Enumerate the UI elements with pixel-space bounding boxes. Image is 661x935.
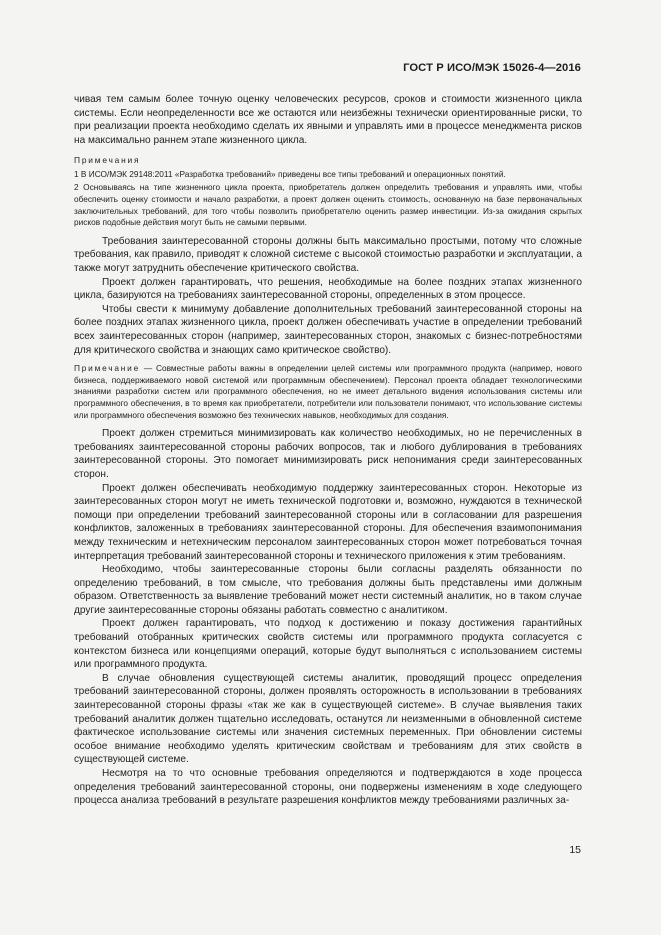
page-number: 15	[569, 844, 581, 856]
paragraph-assurance-approach: Проект должен гарантировать, что подход к достижению и показу достижения гарантийных требований отобранных критических свойств системы или программного продукта согласуется с контекстом бизнеса или концепциями операций, которые будут выполняться с использованием системы или программного продукта.	[74, 618, 582, 671]
note-3-label: Примечание	[74, 363, 141, 374]
standard-header: ГОСТ Р ИСО/МЭК 15026-4—2016	[403, 62, 581, 74]
paragraph-minimize-additions: Чтобы свести к минимуму добавление дополнительных требований заинтересованной стороны на более поздних этапах жизненного цикла, проект должен обеспечивать участие в определении требований всех заинтересованных сторон (например, заинтересованных сторон, знакомых с бизнес-потребностями для критического свойства и знающих само критическое свойство).	[74, 303, 582, 356]
paragraph-requirements-change: Несмотря на то что основные требования определяются и подтверждаются в ходе процесса определения требований заинтересованной стороны, они подвержены изменениям в ходе следующего процесса анализа требований в результате разрешения конфликтов между требованиями различных за-	[74, 768, 582, 807]
note-3	[74, 363, 582, 421]
paragraph-simplicity: Требования заинтересованной стороны должны быть максимально простыми, потому что сложные требования, как правило, приводят к сложной системе с высокой стоимостью разработки и эксплуатации, а также могут затруднить обеспечение критического свойства.	[74, 235, 582, 275]
page-body	[74, 93, 582, 808]
notes-title	[74, 155, 582, 167]
paragraph-continued: чивая тем самым более точную оценку человеческих ресурсов, сроков и стоимости жизненного цикла системы. Если неопределенности все же остаются или неизбежны технически ориентированные риски, то при реализации проекта необходимо сделать их явными и управлять ими в процессе менеджмента рисков на максимально раннем этапе жизненного цикла.	[74, 94, 582, 146]
paragraph-system-update: В случае обновления существующей системы аналитик, проводящий процесс определения требований заинтересованной стороны, должен проявлять осторожность в использовании в требованиях заинтересованной стороны фразы «так же как в существующей системе». В случае выявления таких требований аналитик должен тщательно исследовать, останутся ли неизменными в обновленной системе фактическое использование системы или значения системных переменных. При обновлении системы особое внимание необходимо уделять критическим свойствам и требованиям для этих свойств в существующей системе.	[74, 672, 582, 766]
note-2	[74, 182, 582, 228]
note-2-text: 2 Основываясь на типе жизненного цикла проекта, приобретатель должен определить требования и управлять ими, чтобы обеспечить оценку стоимости и начало разработки, а проект должен оценить стоимость, основанную на базе первоначальных заключительных требований, для того чтобы позволить приобретателю оценить размер инвестиции. Из-за ожидания скрытых рисков подобные действия могут быть не самыми первыми.	[74, 182, 582, 228]
paragraph-shared-responsibility: Необходимо, чтобы заинтересованные стороны были согласны разделять обязанности по определению требований, в том смысле, что требования должны быть представлены ими должным образом. Ответственность за выявление требований может нести системный аналитик, но в таком случае другие заинтересованные стороны обязаны работать совместно с аналитиком.	[74, 564, 582, 616]
notes-title-text: Примечания	[74, 155, 141, 166]
paragraph-support-stakeholders: Проект должен обеспечивать необходимую поддержку заинтересованных сторон. Некоторые из заинтересованных сторон могут не иметь технической подготовки и, возможно, нуждаются в технической помощи при определении требований заинтересованной стороны или в согласовании для разрешения конфликтов, заложенных в требованиях заинтересованной стороны. Для обеспечения взаимопонимания между техническим и нетехническим персоналом заинтересованных сторон может потребоваться точная интерпретация требований заинтересованной стороны и технического приложения к этим требованиям.	[74, 482, 582, 562]
note-3-text: — Совместные работы важны в определении целей системы или программного продукта (например, нового бизнеса, поддерживаемого новой системой или программным обеспечением). Персонал проекта обладает технологическими знаниями разработки систем или программного обеспечения, но не имеет детального видения использования системы или программного обеспечения, в то время как приобретатели, потребители или пользователи понимают, что использование системы или программного обеспечения возможно без технических навыков, необходимых для создания.	[74, 363, 582, 420]
paragraph-later-decisions: Проект должен гарантировать, что решения, необходимые на более поздних этапах жизненного цикла, базируются на требованиях заинтересованной стороны, определенных в этом процессе.	[74, 276, 582, 302]
note-1	[74, 169, 582, 181]
note-1-text: 1 В ИСО/МЭК 29148:2011 «Разработка требований» приведены все типы требований и операционных понятий.	[74, 168, 506, 179]
paragraph-minimize-duplicates: Проект должен стремиться минимизировать как количество необходимых, но не перечисленных в требованиях заинтересованной стороны рабочих вопросов, так и любого дублирования в требованиях заинтересованной стороны. Это помогает минимизировать риск непонимания среди заинтересованных сторон.	[74, 428, 582, 480]
